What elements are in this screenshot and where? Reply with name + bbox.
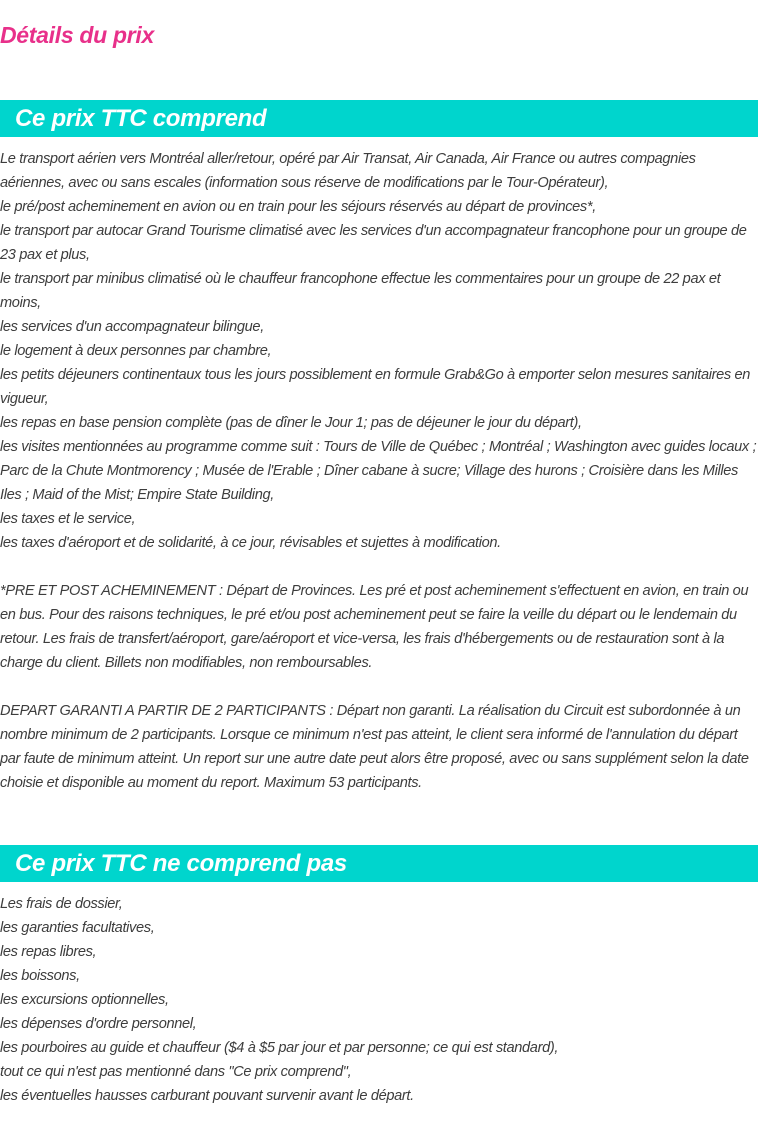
acheminement-note-text: *PRE ET POST ACHEMINEMENT : Départ de Provinces. Les pré et post acheminement s'effectuent en avion, en train ou en bus. Pour des raisons techniques, le pré et/ou post acheminement peut se faire la veille du départ ou le lendemain du retour. Les frais de transfert/aéroport, gare/aéroport et vice-versa, les frais d'hébergements ou de restauration sont à la charge du client. Billets non modifiables, non remboursables.	[0, 583, 749, 671]
list-item: Les frais de dossier,	[0, 896, 123, 912]
list-item: les petits déjeuners continentaux tous les jours possiblement en formule Grab&Go à emporter selon mesures sanitaires en vigueur,	[0, 367, 751, 407]
page-title: Détails du prix	[0, 22, 154, 48]
list-item: les taxes et le service,	[0, 511, 136, 527]
acheminement-note	[0, 579, 758, 675]
list-item: les dépenses d'ordre personnel,	[0, 1016, 197, 1032]
list-item: le transport par autocar Grand Tourisme climatisé avec les services d'un accompagnateur francophone pour un groupe de 23 pax et plus,	[0, 223, 747, 263]
excluded-list	[0, 892, 758, 1108]
excluded-section-header: Ce prix TTC ne comprend pas	[0, 845, 758, 882]
included-section	[0, 147, 758, 555]
list-item: les services d'un accompagnateur bilingue,	[0, 319, 264, 335]
included-list	[0, 147, 758, 555]
list-item: les garanties facultatives,	[0, 920, 155, 936]
list-item: les repas en base pension complète (pas de dîner le Jour 1; pas de déjeuner le jour du départ),	[0, 415, 582, 431]
depart-garanti-note	[0, 699, 758, 795]
depart-garanti-note-text: DEPART GARANTI A PARTIR DE 2 PARTICIPANTS : Départ non garanti. La réalisation du Circuit est subordonnée à un nombre minimum de 2 participants. Lorsque ce minimum n'est pas atteint, le client sera informé de l'annulation du départ par faute de minimum atteint. Un report sur une autre date peut alors être proposé, avec ou sans supplément selon la date choisie et disponible au moment du report. Maximum 53 participants.	[0, 703, 749, 791]
list-item: tout ce qui n'est pas mentionné dans "Ce prix comprend",	[0, 1064, 352, 1080]
list-item: les taxes d'aéroport et de solidarité, à ce jour, révisables et sujettes à modification.	[0, 535, 501, 551]
list-item: les excursions optionnelles,	[0, 992, 169, 1008]
list-item: le logement à deux personnes par chambre,	[0, 343, 272, 359]
list-item: les visites mentionnées au programme comme suit : Tours de Ville de Québec ; Montréal ; Washington avec guides locaux ; Parc de la Chute Montmorency ; Musée de l'Erable ; Dîner cabane à sucre; Village des hurons ; Croisière dans les Milles Iles ; Maid of the Mist; Empire State Building,	[0, 439, 757, 503]
excluded-section	[0, 892, 758, 1108]
list-item: le pré/post acheminement en avion ou en train pour les séjours réservés au départ de provinces*,	[0, 199, 596, 215]
list-item: les boissons,	[0, 968, 80, 984]
list-item: les repas libres,	[0, 944, 97, 960]
list-item: Le transport aérien vers Montréal aller/retour, opéré par Air Transat, Air Canada, Air France ou autres compagnies aériennes, avec ou sans escales (information sous réserve de modifications par le Tour-Opérateur),	[0, 151, 696, 191]
list-item: le transport par minibus climatisé où le chauffeur francophone effectue les commentaires pour un groupe de 22 pax et moins,	[0, 271, 721, 311]
included-section-header: Ce prix TTC comprend	[0, 100, 758, 137]
list-item: les éventuelles hausses carburant pouvant survenir avant le départ.	[0, 1088, 414, 1104]
list-item: les pourboires au guide et chauffeur ($4 à $5 par jour et par personne; ce qui est standard),	[0, 1040, 559, 1056]
